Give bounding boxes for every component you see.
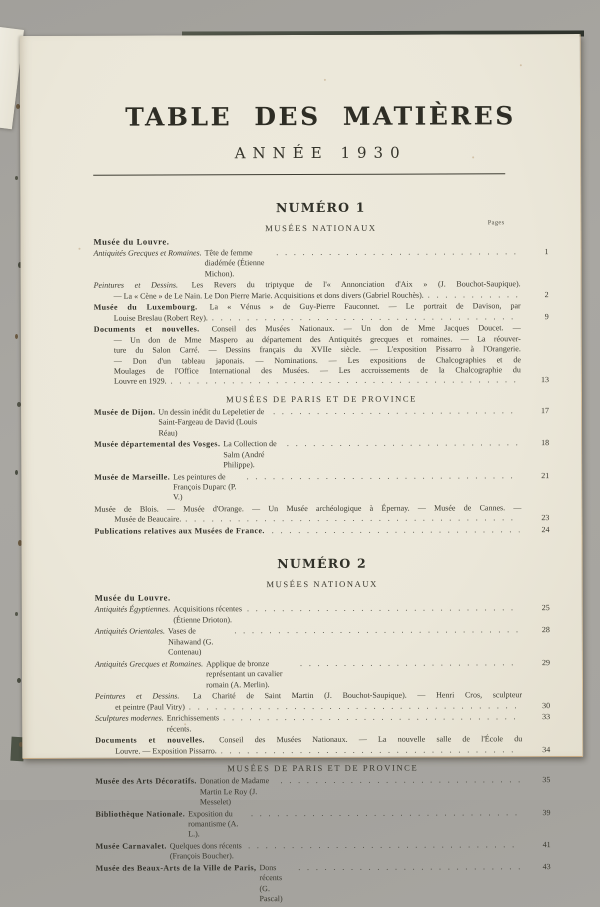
toc-entry [96,862,551,905]
louvre-group-heading-1: Musée du Louvre. [93,236,170,247]
entry-text: Applique de bronze représentant un cavalier romain (A. Merlin). [206,658,283,690]
dot-leader [428,290,519,301]
pages-column-label: Pages [487,219,505,227]
book-page [20,34,584,904]
entry-text-continuation: — Don d'un tableau japonais. — Nominations. — Les expositions de Chalcographies et de [113,354,521,366]
dot-leader [287,438,519,449]
entry-text: Donation de Madame Martin Le Roy (J. Messelet) [199,776,270,807]
toc-entry [94,438,549,471]
dot-leader [273,406,519,417]
entry-page-number: 29 [541,658,550,668]
entry-lead: Documents et nouvelles. [93,324,200,335]
entry-text: Exposition du romantisme (A. L.). [188,808,239,839]
toc-entry [94,525,549,537]
dot-leader [234,626,520,637]
entry-lead: Musée Carnavalet. [95,841,167,851]
entry-page-number: 34 [542,744,551,754]
entry-page-number: 18 [541,438,550,448]
numero-1-heading: NUMÉRO 1 [276,199,366,216]
entry-lead: Documents et nouvelles. [95,735,205,746]
toc-entry [94,503,549,525]
entry-text-continuation: et peintre (Paul Vitry) [115,702,185,712]
toc-entry [95,604,550,626]
dot-leader [272,525,520,536]
entry-text: Conseil des Musées Nationaux. — Un don de Mme Jacques Doucet. — [211,323,521,334]
dot-leader [212,312,519,323]
entry-page-number: 9 [544,311,549,321]
entry-text: La Charité de Saint Martin (J. Bouchot-Saupique). — Henri Cros, sculpteur [193,690,523,701]
toc-entry [94,406,549,439]
entry-text: La « Vénus » de Guy-Pierre Fauconnet. — Le portrait de Davison, par [209,301,521,312]
toc-entry [96,840,551,862]
entry-page-number: 35 [542,775,551,785]
dot-leader [251,808,521,819]
entry-lead: Peintures et Dessins. [95,691,180,702]
entry-page-number: 17 [541,405,550,416]
entry-page-number: 43 [542,862,551,872]
entry-page-number: 24 [541,525,550,535]
binding-speck [15,334,18,339]
binding-speck [15,176,18,180]
entry-page-number: 21 [541,470,550,480]
paris-province-heading-1: MUSÉES DE PARIS ET DE PROVINCE [226,393,417,405]
toc-entry [95,775,550,808]
entry-lead: Musée de Marseille. [94,472,171,482]
dot-leader [185,514,519,526]
entry-page-number: 41 [542,840,551,850]
entry-page-number: 28 [541,625,550,635]
entry-text: Un dessin inédit du Lepeletier de Saint-Fargeau de David (Louis Réau) [158,406,265,438]
entry-lead: Sculptures modernes. [95,713,164,724]
dot-leader [300,658,520,669]
entry-lead: Peintures et Dessins. [93,280,178,291]
louvre-group-heading-2: Musée du Louvre. [94,592,171,604]
dot-leader [247,604,520,615]
dot-leader [276,247,518,258]
entry-lead: Musée départemental des Vosges. [94,439,221,449]
entry-text-continuation: Musée de Beaucaire. [114,514,182,525]
entry-lead: Musée des Arts Décoratifs. [95,776,197,786]
entry-lead: Antiquités Égyptiennes. [94,604,171,615]
entry-page-number: 39 [542,807,551,817]
entry-text: Acquisitions récentes (Étienne Drioton). [173,604,242,625]
entry-text: Dons récents (G. Pascal) [259,862,283,904]
entry-text: Tête de femme diadémée (Étienne Michon). [204,248,265,279]
entry-text: Vases de Nihawand (G. Contenau) [168,626,214,657]
entry-text-continuation: ture du Salon Carré. — Dessins français du XVIIe siècle. — L'exposition Pissarro à l'Orangerie. [113,344,521,355]
dot-leader [248,840,521,851]
entry-text: Les peintures de François Duparc (P. V.) [173,471,237,502]
entry-page-number: 2 [544,289,549,299]
entry-text-continuation: — Un don de Mme Maspero au département des Antiquités grecques et romaines. — La réouver- [113,334,521,345]
page-content [93,34,551,906]
dot-leader [171,376,519,388]
foxing-spot [78,248,80,250]
entry-text-continuation: Louvre en 1929. [113,376,167,387]
toc-entry [93,247,548,280]
entry-text: Les Revers du triptyque de l'« Annonciation d'Aix » (J. Bouchot-Saupique). [191,279,521,290]
musees-nationaux-heading-1: MUSÉES NATIONAUX [265,222,377,234]
entry-lead: Musée des Beaux-Arts de la Ville de Paris, [95,863,257,873]
toc-entry [95,658,550,691]
toc-entry [94,324,549,388]
entry-lead: Musée du Luxembourg. [93,302,198,313]
entry-page-number: 33 [542,712,551,722]
entry-page-number: 23 [541,513,550,523]
entry-lead: Antiquités Grecques et Romaines. [93,248,202,258]
dot-leader [247,471,520,482]
binding-speck [15,470,18,475]
dot-leader [223,713,520,724]
title-rule [93,173,505,175]
dot-leader [280,775,520,786]
entry-text-continuation: Louvre. — Exposition Pissarro. [115,745,217,756]
entry-lead: Antiquités Grecques et Romaines. [94,659,204,669]
toc-entries-n1-national [93,247,548,387]
entry-text-continuation: Louise Breslau (Robert Rey). [113,313,208,323]
page-subtitle: ANNÉE 1930 [234,143,407,163]
toc-entry [95,808,550,841]
toc-entries-n2-national [95,604,551,757]
dot-leader [298,862,520,873]
toc-entry [95,626,550,659]
entry-lead: Bibliothèque Nationale. [95,808,186,819]
toc-entry [94,471,549,504]
entry-page-number: 1 [544,247,549,257]
binding-speck [15,612,18,616]
entry-text: Quelques dons récents (François Boucher). [169,841,242,861]
entry-text: Musée de Blois. — Musée d'Orange. — Un Musée archéologique à Épernay. — Musée de Cannes. — [94,503,522,514]
entry-lead: Antiquités Orientales. [94,626,166,637]
entry-page-number: 25 [541,603,550,613]
numero-2-heading: NUMÉRO 2 [277,556,367,572]
entry-text: Enrichissements récents. [166,713,220,734]
entry-page-number: 30 [542,700,551,710]
dot-leader [221,745,520,756]
musees-nationaux-heading-2: MUSÉES NATIONAUX [266,579,378,590]
binding-speck [17,678,21,683]
entry-text-continuation: — La « Cène » de Le Nain. Le Don Pierre Marie. Acquisitions et dons divers (Gabriel Rouchès). [113,290,424,301]
entry-text: La Collection de Salm (André Philippe). [223,439,277,470]
entry-text: Conseil des Musées Nationaux. — La nouvelle salle de l'École du [219,734,523,745]
entry-page-number: 13 [540,375,549,385]
toc-entry [95,690,550,712]
toc-entries-n1-province [94,406,549,537]
paris-province-heading-2: MUSÉES DE PARIS ET DE PROVINCE [227,762,419,774]
toc-entry [94,302,549,324]
entry-lead: Publications relatives aux Musées de France. [94,526,265,536]
toc-entry [95,712,550,734]
toc-entry [94,280,549,302]
dot-leader [189,701,520,713]
entry-lead: Musée de Dijon. [94,407,156,417]
page-title: TABLE DES MATIÈRES [125,101,516,132]
toc-entry [95,734,550,756]
entry-text-continuation: Moulages de l'Office International des Musées. — Les accroissements de la Chalcographie du [113,365,521,376]
toc-entries-n2-province [95,775,550,905]
